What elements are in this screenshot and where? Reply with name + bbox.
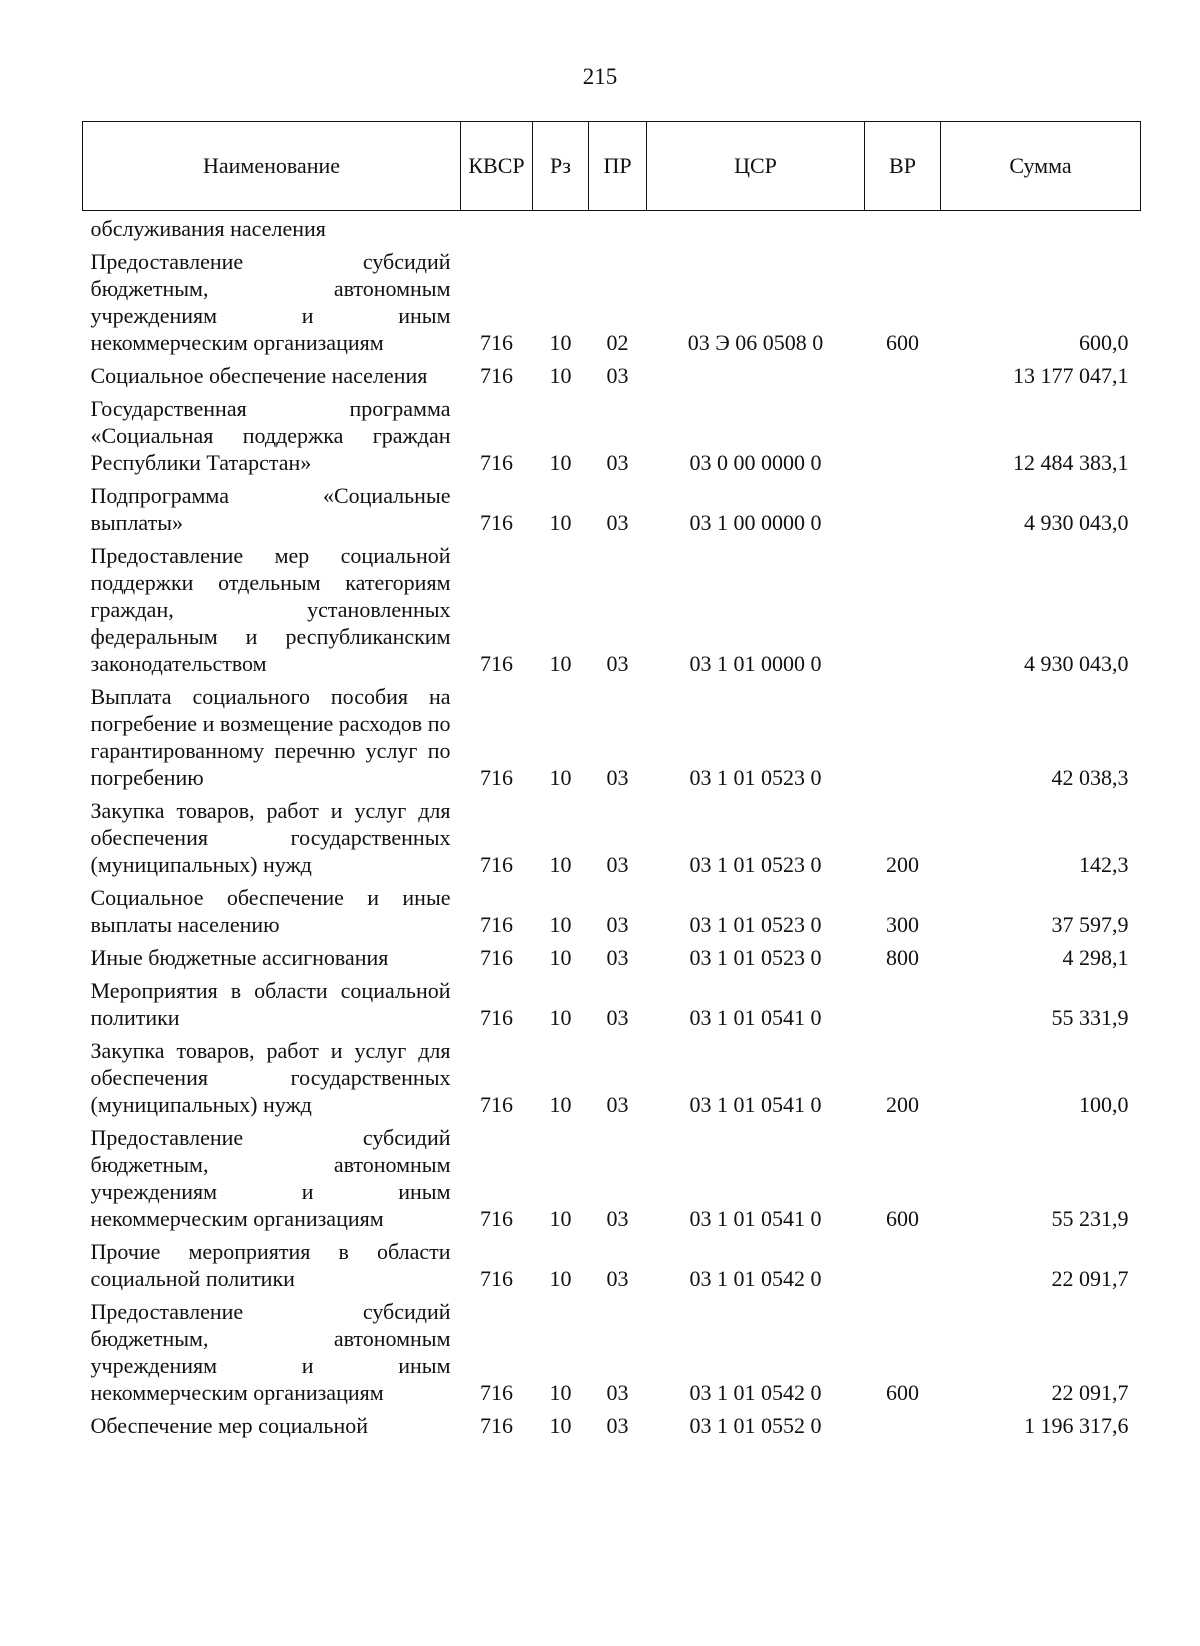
row-kvsr: 716 [480,1092,513,1117]
header-vr: ВР [865,122,941,211]
row-rz: 10 [549,765,572,790]
row-pr: 03 [606,765,629,790]
row-sum: 12 484 383,1 [1013,450,1129,475]
row-vr [865,973,941,1033]
row-sum: 42 038,3 [1051,765,1129,790]
row-pr: 03 [606,363,629,388]
row-kvsr: 716 [480,765,513,790]
row-kvsr: 716 [480,945,513,970]
table-row [83,1033,1141,1120]
row-rz: 10 [549,1092,572,1117]
row-pr: 03 [606,450,629,475]
row-sum: 4 298,1 [1062,945,1129,970]
row-vr: 600 [886,1380,919,1405]
row-pr: 03 [606,651,629,676]
header-name: Наименование [83,122,461,211]
row-name: Мероприятия в области социальной политики [90,978,451,1030]
row-rz: 10 [549,1380,572,1405]
row-name: Предоставление субсидий бюджетным, автономным учреждениям и иным некоммерческим организациям [90,1299,451,1405]
row-kvsr: 716 [480,510,513,535]
row-name: Закупка товаров, работ и услуг для обеспечения государственных (муниципальных) нужд [90,1038,451,1117]
row-kvsr: 716 [480,1413,513,1438]
table-row [83,1234,1141,1294]
table-row [83,478,1141,538]
row-pr: 03 [606,1380,629,1405]
row-sum: 55 331,9 [1051,1005,1129,1030]
row-rz: 10 [549,1206,572,1231]
row-name: Предоставление субсидий бюджетным, автономным учреждениям и иным некоммерческим организациям [90,1125,451,1231]
row-name: Прочие мероприятия в области социальной политики [90,1239,451,1291]
row-csr [647,358,865,391]
row-pr: 03 [606,945,629,970]
row-vr: 800 [886,945,919,970]
header-rz: Рз [533,122,589,211]
row-vr [865,1408,941,1441]
row-kvsr: 716 [480,330,513,355]
row-rz: 10 [549,912,572,937]
row-csr: 03 1 01 0523 0 [689,912,822,937]
row-rz: 10 [549,1413,572,1438]
row-csr: 03 1 01 0541 0 [689,1005,822,1030]
row-sum: 22 091,7 [1051,1380,1129,1405]
row-vr: 300 [886,912,919,937]
table-row [83,391,1141,478]
row-pr: 02 [606,330,629,355]
row-csr: 03 1 01 0523 0 [689,765,822,790]
table-row [83,679,1141,793]
table-row [83,538,1141,679]
row-vr [865,211,941,245]
row-sum: 600,0 [1079,330,1129,355]
row-rz: 10 [549,450,572,475]
table-row [83,973,1141,1033]
row-kvsr: 716 [480,651,513,676]
row-csr [647,211,865,245]
row-pr: 03 [606,912,629,937]
header-csr: ЦСР [647,122,865,211]
row-csr: 03 0 00 0000 0 [689,450,822,475]
row-name: обслуживания населения [90,216,326,241]
row-sum: 4 930 043,0 [1024,510,1129,535]
row-kvsr: 716 [480,450,513,475]
row-sum: 22 091,7 [1051,1266,1129,1291]
row-csr: 03 1 00 0000 0 [689,510,822,535]
row-rz: 10 [549,852,572,877]
row-name: Обеспечение мер социальной [90,1413,369,1438]
row-sum: 1 196 317,6 [1024,1413,1129,1438]
row-csr: 03 1 01 0541 0 [689,1092,822,1117]
row-kvsr: 716 [480,1005,513,1030]
row-sum: 13 177 047,1 [1013,363,1129,388]
row-pr: 03 [606,1266,629,1291]
row-rz: 10 [549,330,572,355]
row-sum: 4 930 043,0 [1024,651,1129,676]
table-body [83,211,1141,1442]
row-rz: 10 [549,1005,572,1030]
row-kvsr: 716 [480,852,513,877]
row-name: Социальное обеспечение населения [90,363,428,388]
table-row [83,244,1141,358]
row-pr: 03 [606,1413,629,1438]
row-rz [533,211,589,245]
row-sum: 100,0 [1079,1092,1129,1117]
row-pr: 03 [606,510,629,535]
row-rz: 10 [549,945,572,970]
row-name: Государственная программа «Социальная поддержка граждан Республики Татарстан» [90,396,451,475]
row-pr: 03 [606,1206,629,1231]
row-vr [865,391,941,478]
row-csr: 03 1 01 0552 0 [689,1413,822,1438]
budget-table [82,121,1141,1441]
row-name: Закупка товаров, работ и услуг для обеспечения государственных (муниципальных) нужд [90,798,451,877]
row-pr: 03 [606,1005,629,1030]
row-csr: 03 1 01 0000 0 [689,651,822,676]
header-kvsr: КВСР [461,122,533,211]
row-kvsr: 716 [480,1380,513,1405]
row-rz: 10 [549,651,572,676]
table-row [83,211,1141,245]
row-rz: 10 [549,363,572,388]
row-vr [865,1234,941,1294]
row-csr: 03 Э 06 0508 0 [687,330,824,355]
row-vr [865,358,941,391]
row-sum: 142,3 [1079,852,1129,877]
row-name: Предоставление субсидий бюджетным, автономным учреждениям и иным некоммерческим организациям [90,249,451,355]
row-csr: 03 1 01 0523 0 [689,852,822,877]
row-vr [865,679,941,793]
row-vr: 200 [886,1092,919,1117]
page-number: 215 [582,64,618,89]
row-name: Предоставление мер социальной поддержки отдельным категориям граждан, установленных федеральным и республиканским законодательством [90,543,451,676]
table-row [83,793,1141,880]
table-row [83,1408,1141,1441]
row-sum: 55 231,9 [1051,1206,1129,1231]
row-pr [589,211,647,245]
row-vr: 600 [886,330,919,355]
row-name: Иные бюджетные ассигнования [90,945,389,970]
row-name: Социальное обеспечение и иные выплаты населению [90,885,451,937]
row-kvsr: 716 [480,1266,513,1291]
row-csr: 03 1 01 0541 0 [689,1206,822,1231]
row-vr: 600 [886,1206,919,1231]
row-sum: 37 597,9 [1051,912,1129,937]
row-name: Выплата социального пособия на погребение и возмещение расходов по гарантированному перечню услуг по погребению [90,684,451,790]
row-csr: 03 1 01 0542 0 [689,1266,822,1291]
row-rz: 10 [549,510,572,535]
table-row [83,880,1141,940]
row-name: Подпрограмма «Социальные выплаты» [90,483,451,535]
row-kvsr [461,211,533,245]
row-kvsr: 716 [480,363,513,388]
row-pr: 03 [606,1092,629,1117]
row-vr [865,538,941,679]
row-pr: 03 [606,852,629,877]
row-kvsr: 716 [480,1206,513,1231]
table-header [83,122,1141,211]
table-row [83,1120,1141,1234]
header-sum: Сумма [941,122,1141,211]
row-vr [865,478,941,538]
row-vr: 200 [886,852,919,877]
header-pr: ПР [589,122,647,211]
row-csr: 03 1 01 0523 0 [689,945,822,970]
row-kvsr: 716 [480,912,513,937]
row-csr: 03 1 01 0542 0 [689,1380,822,1405]
table-row [83,358,1141,391]
row-sum [941,211,1141,245]
table-row [83,1294,1141,1408]
row-rz: 10 [549,1266,572,1291]
table-row [83,940,1141,973]
